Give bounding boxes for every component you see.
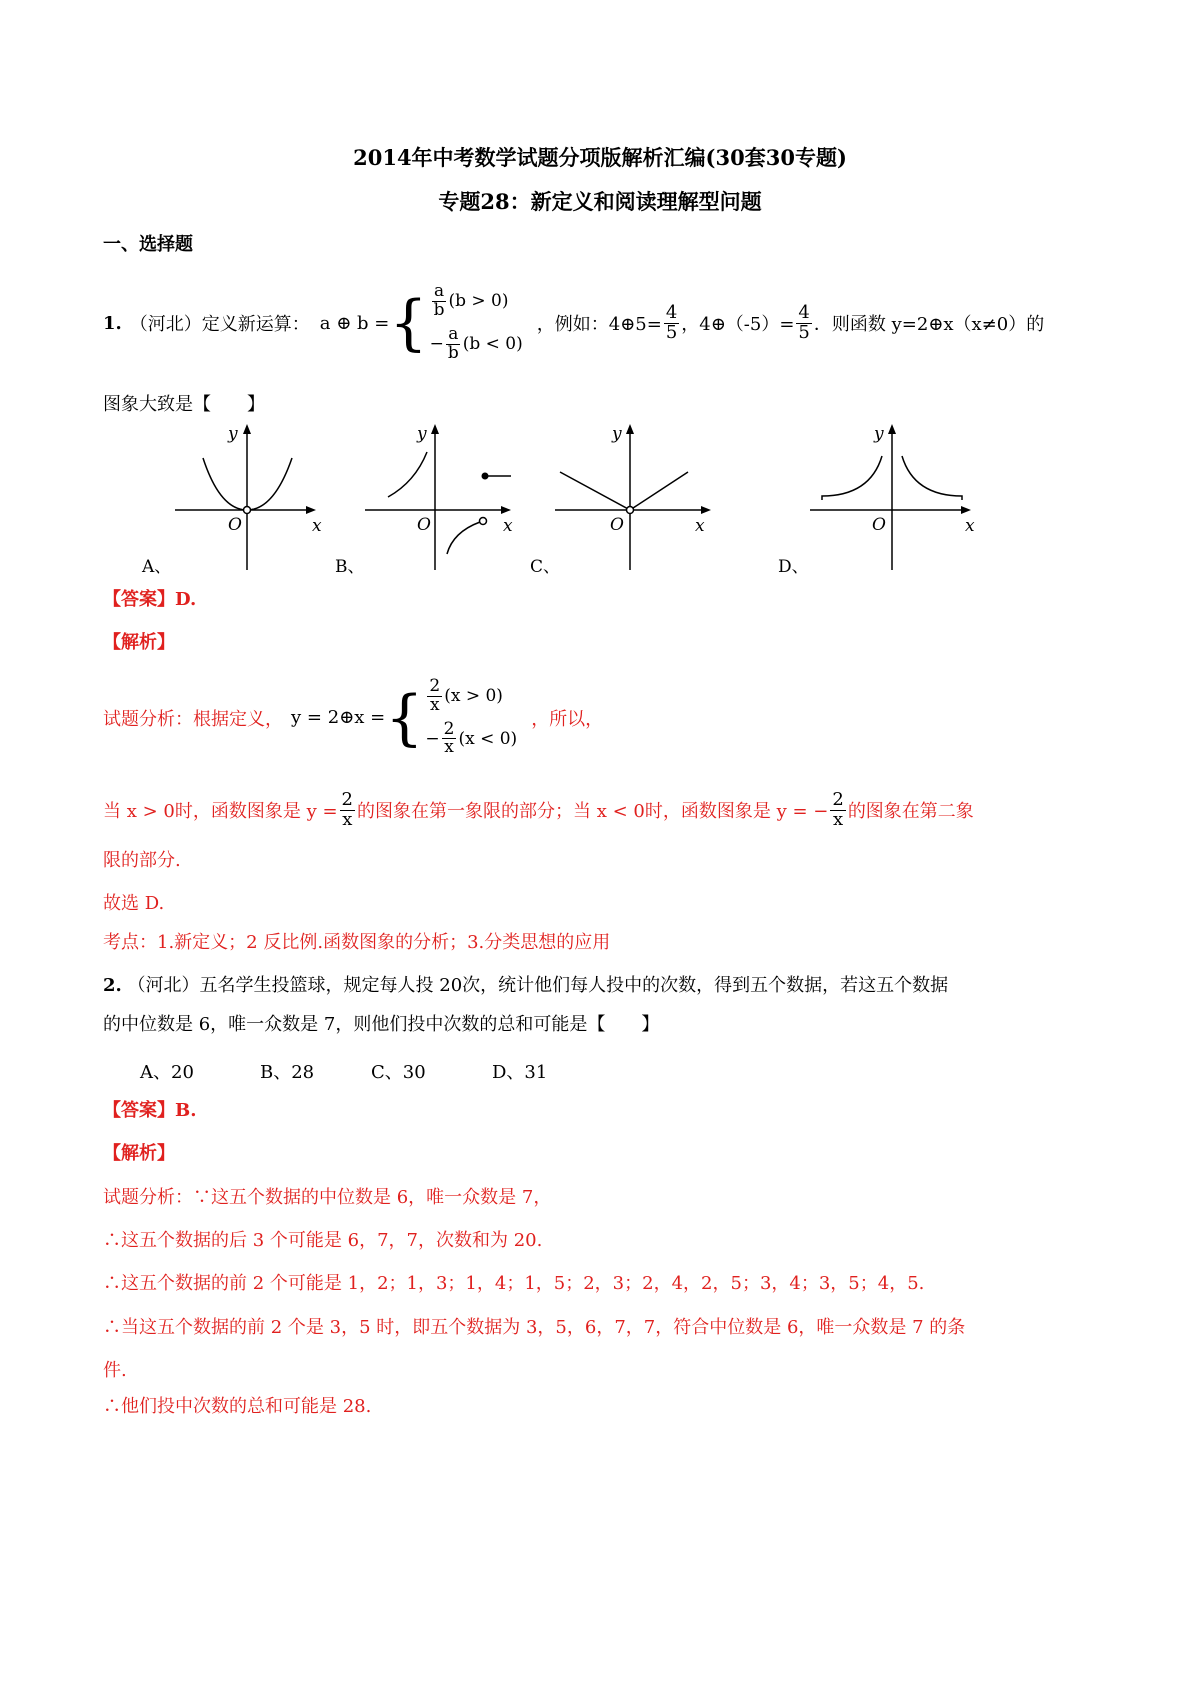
- q1-c1-num: a: [433, 281, 445, 302]
- q1-an2-f1-den: x: [342, 808, 353, 830]
- graph-a-label: A、: [142, 557, 172, 577]
- graph-d-o: O: [872, 515, 886, 535]
- graph-d: [780, 420, 980, 575]
- q1-example-mid: ，4⊕（-5）=: [681, 314, 795, 335]
- q1-c2-sign: −: [429, 333, 444, 354]
- q1-an1-c2-cond: (x < 0): [458, 728, 518, 749]
- q1-analysis-line3: 限的部分.: [103, 850, 181, 871]
- graph-b: [335, 420, 515, 575]
- q2-option-b: B、28: [260, 1062, 315, 1083]
- graph-c-o: O: [610, 515, 624, 535]
- q1-c2-num: a: [448, 324, 459, 344]
- q1-analysis-line5: 考点：1.新定义；2 反比例.函数图象的分析；3.分类思想的应用: [103, 932, 611, 953]
- graph-a-x: x: [312, 516, 322, 536]
- graph-b-y: y: [417, 424, 427, 444]
- q1-ex1-den: 5: [665, 321, 678, 343]
- q1-piecewise: [389, 283, 522, 362]
- q1-an2-f2-num: 2: [832, 788, 844, 810]
- q1-an1-piecewise: [385, 675, 518, 758]
- q2-analysis-line2: ∴这五个数据的后 3 个可能是 6，7，7，次数和为 20.: [103, 1230, 543, 1251]
- graph-a-y: y: [228, 424, 238, 444]
- graph-a-o: O: [228, 515, 242, 535]
- q2-number: 2.: [103, 975, 122, 996]
- q1-number: 1.: [103, 312, 122, 334]
- q2-analysis-head: 【解析】: [103, 1143, 175, 1164]
- graph-c-y: y: [612, 424, 622, 444]
- graph-d-y: y: [874, 424, 884, 444]
- q1-example-intro: ，例如：4⊕5=: [536, 314, 662, 335]
- q1-ex1-num: 4: [665, 301, 678, 323]
- q1-an1-intro: 试题分析：根据定义，: [103, 708, 283, 730]
- q2-line2: 的中位数是 6，唯一众数是 7，则他们投中次数的总和可能是【 】: [103, 1014, 660, 1035]
- q2-option-c: C、30: [371, 1062, 426, 1083]
- q1-answer: 【答案】D.: [103, 589, 197, 610]
- q1-an2-f1-num: 2: [341, 788, 353, 810]
- q1-an1-brace: {: [385, 682, 424, 753]
- q2-option-a: A、20: [140, 1062, 194, 1083]
- q1-c2-den: b: [447, 342, 459, 363]
- q1-analysis-line1: [103, 660, 603, 775]
- q1-an1-c2-den: x: [444, 737, 454, 758]
- q1-c2-cond: (b < 0): [462, 333, 523, 354]
- q1-an1-tail: ，所以，: [531, 708, 604, 730]
- graph-c: [530, 420, 720, 575]
- q1-an1-c2-sign: −: [425, 728, 440, 749]
- q2-analysis-line1: 试题分析：∵这五个数据的中位数是 6，唯一众数是 7，: [103, 1187, 552, 1208]
- q2-line1: [103, 971, 948, 997]
- q2-analysis-line3: ∴这五个数据的前 2 个可能是 1，2；1，3；1，4；1，5；2，3；2，4，2，5；3，4；3，5；4，5.: [103, 1273, 925, 1294]
- graph-d-label: D、: [778, 557, 809, 577]
- q1-analysis-line2: [103, 782, 974, 838]
- q2-text1: （河北）五名学生投篮球，规定每人投 20次，统计他们每人投中的次数，得到五个数据，若这五个数据: [127, 975, 949, 996]
- graph-b-label: B、: [335, 557, 365, 577]
- section-heading: 一、选择题: [103, 234, 193, 255]
- q2-answer: 【答案】B.: [103, 1100, 197, 1121]
- q1-brace: {: [389, 288, 428, 358]
- graph-c-x: x: [695, 516, 705, 536]
- q1-example-tail: ．则函数 y=2⊕x（x≠0）的: [813, 314, 1045, 335]
- q1-an2-b: 的图象在第一象限的部分；当 x < 0时，函数图象是 y = −: [357, 801, 829, 822]
- q1-an2-f2-den: x: [833, 808, 844, 830]
- doc-title: 2014年中考数学试题分项版解析汇编(30套30专题): [353, 145, 847, 170]
- graph-d-x: x: [965, 516, 975, 536]
- q1-c1-cond: (b > 0): [448, 291, 509, 312]
- q1-c1-den: b: [433, 300, 445, 321]
- graph-c-label: C、: [530, 557, 561, 577]
- q2-analysis-line5: 件.: [103, 1360, 127, 1381]
- graph-b-o: O: [417, 515, 431, 535]
- q1-line2: 图象大致是【 】: [103, 394, 265, 415]
- q1-an1-c1-cond: (x > 0): [444, 685, 503, 706]
- q1-analysis-head: 【解析】: [103, 632, 175, 653]
- q1-line1: [103, 268, 1044, 378]
- q1-lhs: a ⊕ b =: [319, 312, 390, 334]
- q1-an1-c1-num: 2: [429, 675, 441, 696]
- q2-option-d: D、31: [492, 1062, 548, 1083]
- q1-an1-lhs: y = 2⊕x =: [291, 707, 386, 728]
- q1-analysis-line4: 故选 D.: [103, 893, 165, 914]
- graph-a: [140, 420, 320, 575]
- q1-an2-c: 的图象在第二象: [847, 801, 974, 822]
- q2-analysis-line6: ∴他们投中次数的总和可能是 28.: [103, 1396, 372, 1417]
- q1-ex2-den: 5: [798, 321, 810, 343]
- doc-subtitle: 专题28：新定义和阅读理解型问题: [438, 189, 762, 214]
- graph-b-x: x: [503, 516, 513, 536]
- q1-an1-c2-num: 2: [443, 718, 455, 739]
- q2-analysis-line4: ∴当这五个数据的前 2 个是 3，5 时，即五个数据为 3，5，6，7，7，符合中位数是 6，唯一众数是 7 的条: [103, 1317, 966, 1338]
- q1-an1-c1-den: x: [429, 694, 440, 715]
- q1-source: （河北）定义新运算：: [129, 314, 310, 335]
- q1-ex2-num: 4: [798, 301, 810, 323]
- q2-options: [140, 1058, 547, 1084]
- q1-an2-a: 当 x > 0时，函数图象是 y =: [103, 801, 338, 822]
